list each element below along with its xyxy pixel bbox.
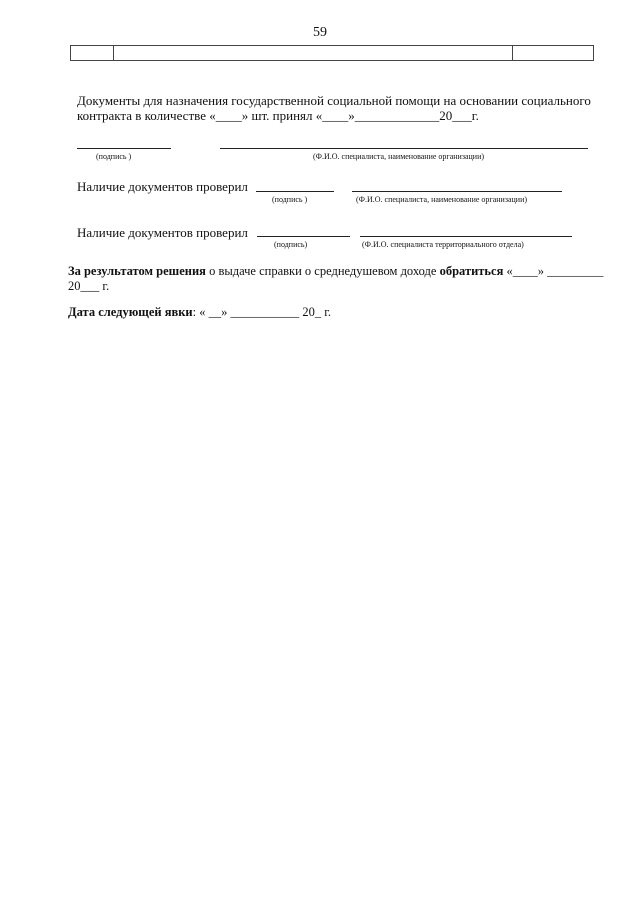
documents-paragraph-line2: контракта в количестве «____» шт. принял «____»_____________20___г. <box>77 108 479 123</box>
table-cell <box>513 46 593 60</box>
name-caption: (Ф.И.О. специалиста, наименование организации) <box>313 152 485 161</box>
next-visit-bold-lead: Дата следующей явки <box>68 305 193 319</box>
signature-line <box>77 148 171 149</box>
documents-paragraph-line1: Документы для назначения государственной социальной помощи на основании социального <box>77 93 591 108</box>
next-visit-line <box>68 305 331 320</box>
name-line <box>352 191 562 192</box>
decision-line2: 20___ г. <box>68 279 110 293</box>
table-cell <box>71 46 114 60</box>
name-caption: (Ф.И.О. специалиста территориального отдела) <box>362 240 524 249</box>
name-line <box>220 148 588 149</box>
signature-line <box>256 191 334 192</box>
signature-caption: (подпись ) <box>272 195 308 204</box>
decision-middle: о выдаче справки о среднедушевом доходе <box>205 264 440 278</box>
decision-bold-lead: За результатом решения <box>68 264 206 278</box>
page-number: 59 <box>313 25 327 40</box>
header-table-row <box>70 45 594 61</box>
decision-bold-verb: обратиться <box>439 264 504 278</box>
decision-line1 <box>68 264 603 279</box>
signature-caption: (подпись ) <box>96 152 132 161</box>
signature-caption: (подпись) <box>274 240 308 249</box>
decision-tail: «____» _________ <box>503 264 604 278</box>
check-label: Наличие документов проверил <box>77 225 248 240</box>
signature-line <box>257 236 350 237</box>
check-label: Наличие документов проверил <box>77 179 248 194</box>
name-caption: (Ф.И.О. специалиста, наименование организации) <box>356 195 528 204</box>
next-visit-rest: : « __» ___________ 20_ г. <box>192 305 332 319</box>
name-line <box>360 236 572 237</box>
table-cell <box>114 46 513 60</box>
